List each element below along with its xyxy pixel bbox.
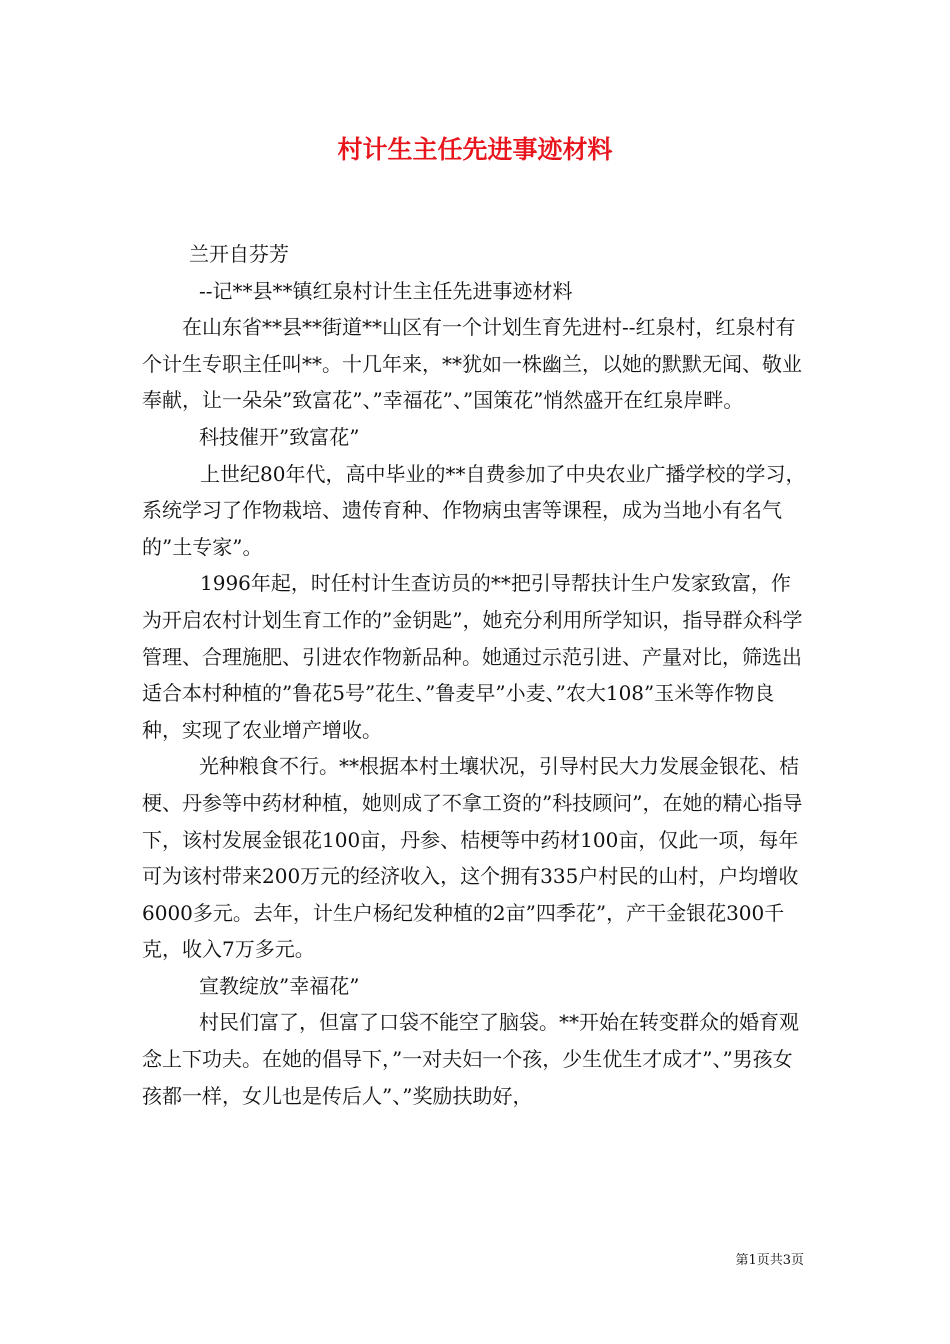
section-heading: 科技催开”致富花” xyxy=(199,424,360,449)
paragraph: 1996年起，时任村计生查访员的**把引导帮扶计生户发家致富，作为开启农村计划生育工作的”金钥匙”，她充分利用所学知识，指导群众科学管理、合理施肥、引进农作物新品种。她通过示范引进、产量对比，筛选出适合本村种植的”鲁花5号”花生、”鲁麦早”小麦、”农大108”玉米等作物良种，实现了农业增产增收。 xyxy=(142,571,803,742)
paragraph: 村民们富了，但富了口袋不能空了脑袋。**开始在转变群众的婚育观念上下功夫。在她的倡导下，”一对夫妇一个孩，少生优生才成才”、”男孩女孩都一样，女儿也是传后人”、”奖励扶助好， xyxy=(142,1010,799,1108)
section-heading: 宣教绽放”幸福花” xyxy=(199,973,360,998)
paragraph: 光种粮食不行。**根据本村土壤状况，引导村民大力发展金银花、桔梗、丹参等中药材种植，她则成了不拿工资的”科技顾问”，在她的精心指导下，该村发展金银花100亩，丹参、桔梗等中药材100亩，仅此一项，每年可为该村带来200万元的经济收入，这个拥有335户村民的山村，户均增收6000多元。去年，计生户杨纪发种植的2亩”四季花”，产干金银花300千克，收入7万多元。 xyxy=(142,754,803,962)
page-number: 第1页共3页 xyxy=(735,1253,804,1268)
paragraph: 上世纪80年代，高中毕业的**自费参加了中央农业广播学校的学习，系统学习了作物栽培、遗传育种、作物病虫害等课程，成为当地小有名气的”土专家”。 xyxy=(142,461,806,559)
document-title: 村计生主任先进事迹材料 xyxy=(337,135,613,164)
subtitle-line: 兰开自芬芳 xyxy=(189,242,289,266)
subtitle-line: --记**县**镇红泉村计生主任先进事迹材料 xyxy=(199,278,573,303)
paragraph: 在山东省**县**街道**山区有一个计划生育先进村--红泉村，红泉村有个计生专职主任叫**。十几年来，**犹如一株幽兰，以她的默默无闻、敬业奉献，让一朵朵”致富花”、”幸福花”、”国策花”悄然盛开在红泉岸畔。 xyxy=(142,315,802,413)
document-body xyxy=(142,236,810,1114)
